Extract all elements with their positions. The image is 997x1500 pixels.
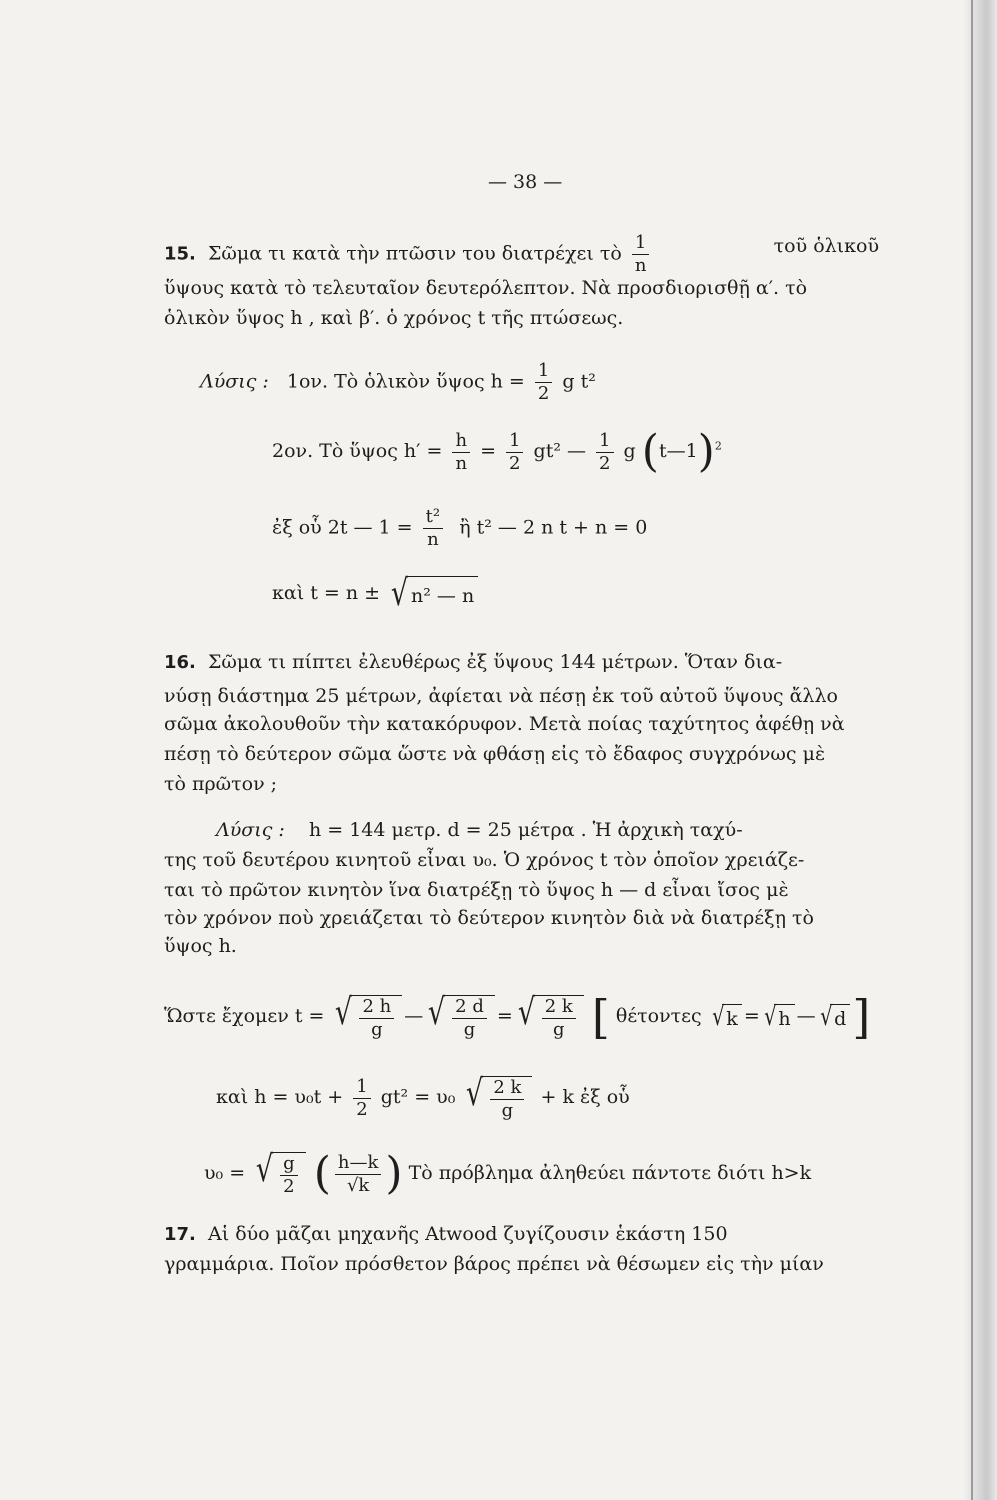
solution-15-step-2: 2ον. Τὸ ὕψος h′ = $\frac{h}{n}$ = $\frac{1}{2}$ gt² — $\frac{1}{2}$ g (t—1)$^2$ bbox=[272, 426, 722, 477]
problem-15-line-3: ὁλικὸν ὕψος h , καὶ β′. ὁ χρόνος t τῆς πτώσεως. bbox=[164, 307, 624, 329]
problem-17-line-2: γραμμάρια. Ποῖον πρόσθετον βάρος πρέπει νὰ θέσωμεν εἰς τὴν μίαν bbox=[164, 1253, 824, 1275]
problem-15-text-b: τοῦ ὁλικοῦ bbox=[773, 235, 879, 257]
solution-15-step-3: ἐξ οὗ 2t — 1 = $\frac{\text{t²}}{n}$ ἢ t² — 2 n t + n = 0 bbox=[272, 506, 648, 550]
problem-15-line-2: ὕψους κατὰ τὸ τελευταῖον δευτερόλεπτον. Νὰ προσδιορισθῇ α′. τὸ bbox=[164, 277, 808, 299]
page-edge-shadow bbox=[963, 0, 997, 1500]
problem-15-fraction: $\frac{1}{n}$ bbox=[632, 234, 650, 275]
problem-16-line-4: πέσῃ τὸ δεύτερον σῶμα ὥστε νὰ φθάσῃ εἰς τὸ ἔδαφος συγχρόνως μὲ bbox=[164, 743, 826, 765]
solution-15-step-4: καὶ t = n ± √ n² — n bbox=[272, 576, 480, 612]
problem-16-number: 16. bbox=[164, 652, 196, 673]
problem-16-line-3: σῶμα ἀκολουθοῦν τὴν κατακόρυφον. Μετὰ ποίας ταχύτητος ἀφέθῃ νὰ bbox=[164, 713, 845, 735]
solution-16-line-5: ὕψος h. bbox=[164, 935, 237, 957]
solution-16-equation-1: Ὥστε ἔχομεν t = √ $\frac{2 h}{g}$ — √ $\frac{2 d}{g}$ = √ $\frac{2 k}{g}$ [ θέτοντες √ k = √ h — √ d ] bbox=[164, 990, 871, 1044]
solution-16-equation-3: υ₀ = √ $\frac{g}{2}$ ( $\frac{h—k}{√k}$ ) Τὸ πρόβλημα ἀληθεύει πάντοτε διότι h>k bbox=[204, 1148, 812, 1199]
solution-16-line-3: ται τὸ πρῶτον κινητὸν ἵνα διατρέξῃ τὸ ὕψος h — d εἶναι ἴσος μὲ bbox=[164, 879, 789, 901]
problem-15-number: 15. bbox=[164, 243, 196, 265]
solution-label: Λύσις : bbox=[200, 370, 269, 393]
solution-16-line-2: της τοῦ δευτέρου κινητοῦ εἶναι υ₀. Ὁ χρόνος t τὸν ὁποῖον χρειάζε- bbox=[164, 849, 805, 871]
solution-16-equation-2: καὶ h = υ₀t + $\frac{1}{2}$ gt² = υ₀ √ $\frac{2 k}{g}$ + k ἐξ οὗ bbox=[216, 1073, 630, 1121]
problem-17-number: 17. bbox=[164, 1224, 196, 1245]
page-edge-line bbox=[971, 0, 973, 1500]
solution-label: Λύσις : bbox=[216, 819, 285, 841]
solution-16-line-1: Λύσις : h = 144 μετρ. d = 25 μέτρα . Ἡ ἀρχικὴ ταχύ- bbox=[216, 819, 743, 841]
page-number: — 38 — bbox=[488, 171, 563, 193]
problem-15-text-a: Σῶμα τι κατὰ τὴν πτῶσιν του διατρέχει τὸ bbox=[207, 242, 622, 265]
problem-16-line-5: τὸ πρῶτον ; bbox=[164, 773, 278, 795]
problem-16-line-2: νύσῃ διάστημα 25 μέτρων, ἀφίεται νὰ πέσῃ ἐκ τοῦ αὐτοῦ ὕψους ἄλλο bbox=[164, 685, 838, 707]
solution-16-line-4: τὸν χρόνον ποὺ χρειάζεται τὸ δεύτερον κινητὸν διὰ νὰ διατρέξῃ τὸ bbox=[164, 907, 814, 929]
solution-15-step-1: Λύσις : 1ον. Τὸ ὁλικὸν ὕψος h = $\frac{1}{2}$ g t² bbox=[200, 360, 596, 404]
problem-15-line-1 bbox=[164, 234, 879, 275]
problem-16-line-1: 16. Σῶμα τι πίπτει ἐλευθέρως ἐξ ὕψους 144 μέτρων. Ὅταν δια- bbox=[164, 651, 783, 673]
problem-17-line-1: 17. Αἱ δύο μᾶζαι μηχανῆς Atwood ζυγίζουσιν ἑκάστη 150 bbox=[164, 1223, 728, 1245]
